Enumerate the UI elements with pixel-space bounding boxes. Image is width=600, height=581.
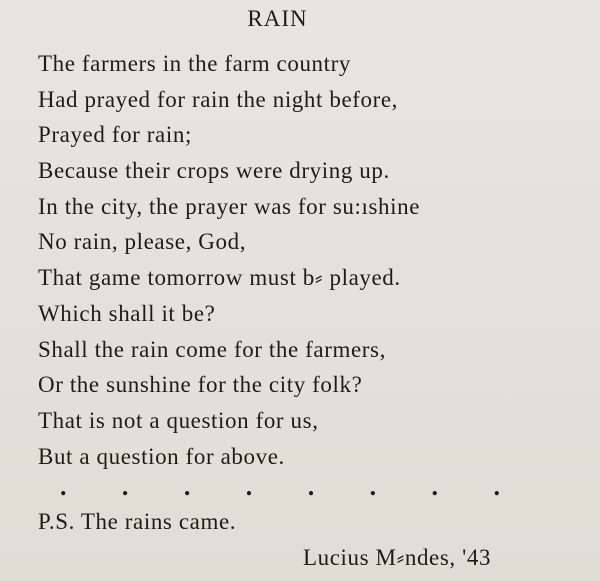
poem-line: In the city, the prayer was for su:ıshine: [38, 193, 421, 219]
author-signature: Lucius M⸗ndes, '43: [303, 545, 492, 570]
dot-separator: [60, 474, 500, 500]
poem-line: No rain, please, God,: [38, 229, 247, 255]
postscript: P.S. The rains came.: [38, 509, 237, 534]
separator-dot: .: [60, 472, 67, 501]
poem-line: Or the sunshine for the city folk?: [38, 372, 363, 398]
poem-line: That is not a question for us,: [38, 407, 319, 433]
poem-line: Shall the rain come for the farmers,: [38, 336, 386, 362]
separator-dot: .: [121, 472, 129, 501]
poem-line: Had prayed for rain the night before,: [38, 86, 399, 112]
poem-line: That game tomorrow must b⸗ played.: [38, 265, 401, 291]
separator-dot: .: [431, 472, 439, 501]
separator-dot: .: [493, 472, 500, 501]
separator-dot: .: [183, 472, 191, 501]
separator-dot: .: [369, 472, 377, 501]
poem-line: But a question for above.: [38, 443, 285, 469]
poem-line: Prayed for rain;: [38, 122, 192, 148]
poem-line: The farmers in the farm country: [38, 51, 352, 76]
separator-dot: .: [307, 472, 315, 501]
poem-title: RAIN: [247, 6, 308, 31]
poem-body: [38, 46, 578, 474]
poem-line: Because their crops were drying up.: [38, 158, 390, 184]
separator-dot: .: [245, 472, 253, 501]
poem-line: Which shall it be?: [38, 300, 216, 326]
